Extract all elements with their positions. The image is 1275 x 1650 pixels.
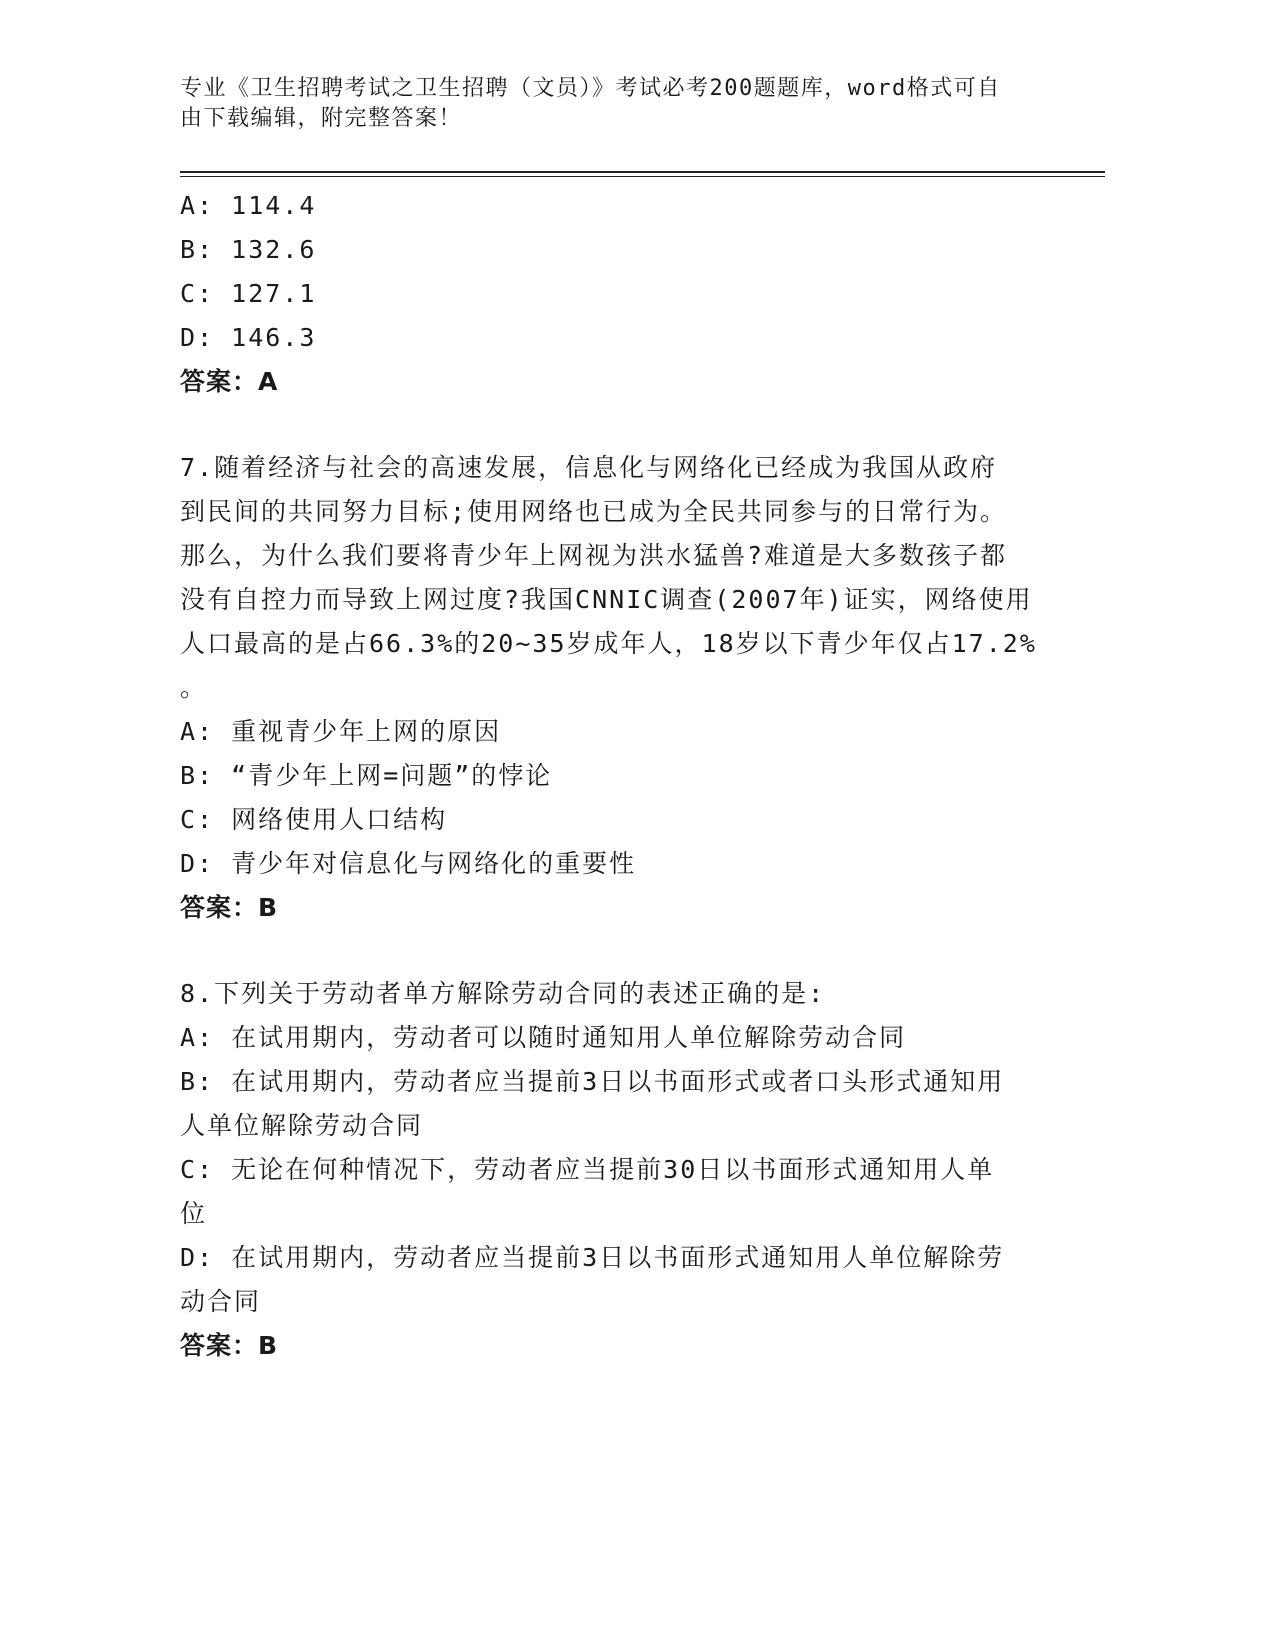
stem-line: 那么，为什么我们要将青少年上网视为洪水猛兽?难道是大多数孩子都	[180, 541, 1008, 570]
question-7	[180, 446, 1050, 930]
option-b: B: “青少年上网=问题”的悖论	[180, 761, 553, 790]
question-stem	[180, 446, 1050, 710]
question-stem: 8.下列关于劳动者单方解除劳动合同的表述正确的是:	[180, 979, 826, 1008]
option-b	[180, 1060, 1050, 1148]
stem-line: 没有自控力而导致上网过度?我国CNNIC调查(2007年)证实，网络使用	[180, 585, 1033, 614]
answer: 答案：B	[180, 893, 279, 922]
header-divider-thick	[180, 171, 1105, 173]
option-line: 人单位解除劳动合同	[180, 1111, 424, 1140]
stem-line: 7.随着经济与社会的高速发展，信息化与网络化已经成为我国从政府	[180, 453, 998, 482]
header-line-2: 由下载编辑，附完整答案！	[180, 106, 463, 131]
stem-line: 到民间的共同努力目标;使用网络也已成为全民共同参与的日常行为。	[180, 497, 1008, 526]
option-d: D: 146.3	[180, 323, 317, 352]
option-line: A: 在试用期内，劳动者可以随时通知用人单位解除劳动合同	[180, 1023, 907, 1052]
answer: 答案：A	[180, 367, 279, 396]
option-line: C: 无论在何种情况下，劳动者应当提前30日以书面形式通知用人单	[180, 1155, 995, 1184]
option-b: B: 132.6	[180, 235, 317, 264]
question-content	[180, 184, 1050, 1368]
header-line-1: 专业《卫生招聘考试之卫生招聘（文员）》考试必考200题题库，word格式可自	[180, 76, 1001, 101]
option-line: 动合同	[180, 1287, 262, 1316]
document-header	[180, 74, 1040, 134]
option-a	[180, 1016, 1050, 1060]
header-divider-thin	[180, 176, 1105, 177]
option-c	[180, 1148, 1050, 1236]
option-line: D: 在试用期内，劳动者应当提前3日以书面形式通知用人单位解除劳	[180, 1243, 1005, 1272]
option-d	[180, 1236, 1050, 1324]
option-line: 位	[180, 1199, 208, 1228]
option-c: C: 127.1	[180, 279, 317, 308]
option-d: D: 青少年对信息化与网络化的重要性	[180, 849, 637, 878]
stem-line: 人口最高的是占66.3%的20~35岁成年人，18岁以下青少年仅占17.2%	[180, 629, 1037, 658]
stem-line: 。	[180, 673, 208, 702]
option-line: B: 在试用期内，劳动者应当提前3日以书面形式或者口头形式通知用	[180, 1067, 1005, 1096]
question-6	[180, 184, 1050, 404]
answer: 答案：B	[180, 1331, 279, 1360]
option-a: A: 114.4	[180, 191, 317, 220]
question-8	[180, 972, 1050, 1368]
option-a: A: 重视青少年上网的原因	[180, 717, 502, 746]
option-c: C: 网络使用人口结构	[180, 805, 448, 834]
